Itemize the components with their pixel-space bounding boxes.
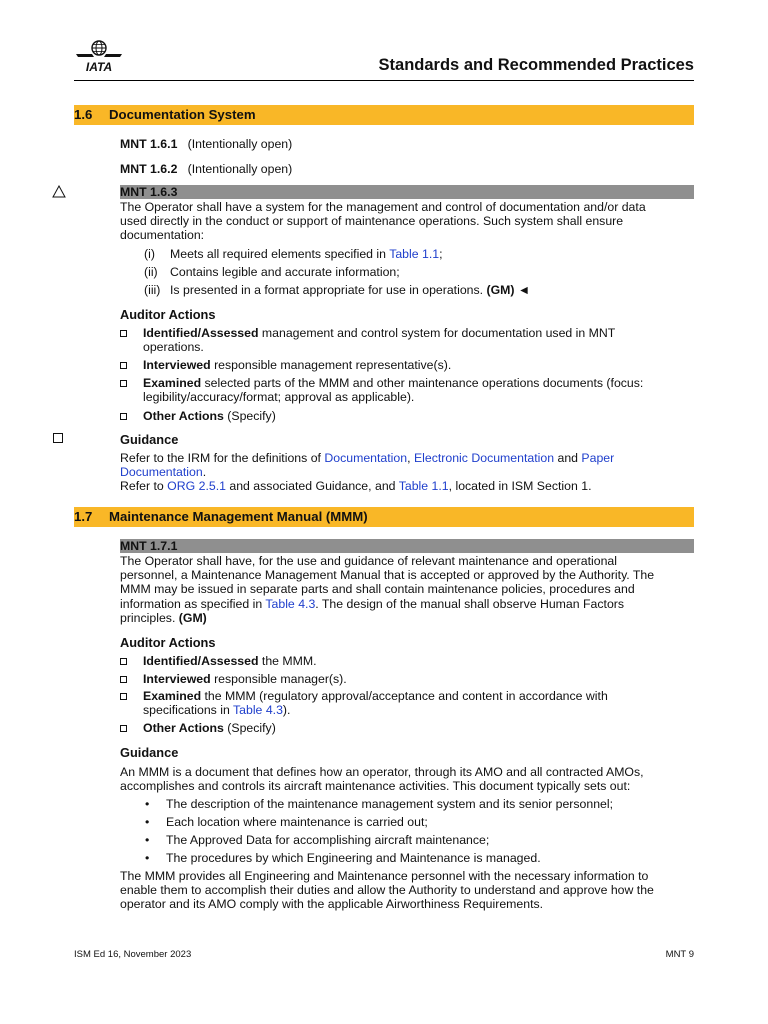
bullet-dot-icon: •	[145, 851, 150, 865]
bullet-text: Each location where maintenance is carried out;	[166, 815, 428, 829]
standard-id: MNT 1.6.3	[120, 185, 178, 199]
action-verb: Interviewed	[143, 358, 211, 372]
iata-logo-text: IATA	[85, 60, 113, 74]
guidance-heading: Guidance	[120, 745, 179, 760]
bullet-dot-icon: •	[145, 815, 150, 829]
action-verb: Other Actions	[143, 721, 224, 735]
action-verb: Identified/Assessed	[143, 654, 259, 668]
text-run: ;	[439, 247, 443, 261]
auditor-action-item	[120, 721, 694, 735]
action-verb: Examined	[143, 689, 202, 703]
section-header-1-7	[74, 507, 694, 527]
footer-page-number: MNT 9	[665, 949, 694, 960]
action-text: operations.	[143, 340, 204, 355]
body-line: used directly in the conduct or support of maintenance operations. Such system shall ensure	[120, 214, 624, 229]
section-title: Maintenance Management Manual (MMM)	[109, 509, 368, 524]
text-run: , located in ISM Section 1.	[448, 479, 592, 494]
body-line: The MMM provides all Engineering and Maintenance personnel with the necessary information to	[120, 869, 649, 883]
body-line: An MMM is a document that defines how an operator, through its AMO and all contracted AMOs,	[120, 765, 644, 779]
standard-id: MNT 1.6.1	[120, 137, 178, 151]
text-run: Meets all required elements specified in	[170, 247, 390, 261]
auditor-action-item	[120, 409, 694, 423]
body-line: The Operator shall have a system for the management and control of documentation and/or data	[120, 200, 646, 214]
standard-id: MNT 1.7.1	[120, 539, 178, 553]
link-paper-documentation[interactable]: Paper	[581, 451, 615, 465]
body-line: MMM may be issued in separate parts and shall contain maintenance policies, procedures and	[120, 582, 635, 597]
text-run: information as specified in	[120, 596, 266, 611]
text-run: . The design of the manual shall observe Human Factors	[315, 596, 625, 611]
action-verb: Interviewed	[143, 672, 211, 686]
iata-globe-icon	[74, 40, 124, 74]
section-number: 1.6	[74, 107, 93, 122]
link-table-4-3[interactable]: Table 4.3	[233, 703, 283, 718]
guidance-heading: Guidance	[120, 432, 179, 447]
action-verb: Other Actions	[143, 409, 224, 423]
standard-text: (Intentionally open)	[187, 137, 293, 151]
text-run: ).	[282, 703, 291, 718]
bullet-dot-icon: •	[145, 833, 150, 847]
standard-mnt-1-6-1	[120, 137, 694, 151]
list-text	[170, 283, 530, 297]
text-run: principles.	[120, 610, 179, 625]
action-text: management and control system for documentation used in MNT	[258, 326, 616, 340]
auditor-action-item	[120, 654, 694, 668]
standard-bar-mnt-1-7-1	[120, 539, 694, 553]
checkbox-bullet-icon	[120, 658, 127, 665]
standard-body	[120, 554, 694, 625]
text-run: Refer to the IRM for the definitions of	[120, 451, 325, 465]
action-text: responsible management representative(s).	[210, 358, 452, 372]
checkbox-bullet-icon	[120, 362, 127, 369]
action-text: legibility/accuracy/format; approval as applicable).	[143, 390, 415, 405]
link-table-1-1[interactable]: Table 1.1	[389, 247, 440, 261]
action-text: (Specify)	[223, 409, 276, 423]
link-electronic-documentation[interactable]: Electronic Documentation	[413, 451, 555, 465]
auditor-action-item	[120, 672, 694, 686]
standard-text: (Intentionally open)	[187, 162, 293, 176]
auditor-action-item	[120, 326, 694, 354]
standard-body	[120, 200, 694, 243]
text-run: .	[202, 465, 207, 480]
list-number: (i)	[144, 247, 155, 261]
link-org-2-5-1[interactable]: ORG 2.5.1	[167, 479, 226, 494]
header-divider	[74, 80, 694, 81]
text-run: Is presented in a format appropriate for use in operations.	[170, 283, 487, 297]
checkbox-bullet-icon	[120, 693, 127, 700]
text-run: and	[554, 451, 582, 465]
body-line: The Operator shall have, for the use and guidance of relevant maintenance and operational	[120, 554, 617, 568]
auditor-action-item	[120, 689, 694, 717]
guidance-square-icon	[53, 433, 63, 443]
gm-marker: (GM)	[178, 610, 207, 625]
checkbox-bullet-icon	[120, 380, 127, 387]
guidance-paragraph	[120, 765, 694, 793]
triangle-icon	[52, 185, 66, 198]
link-paper-documentation-cont[interactable]: Documentation	[120, 465, 203, 480]
checkbox-bullet-icon	[120, 725, 127, 732]
action-text: selected parts of the MMM and other maintenance operations documents (focus:	[201, 376, 644, 390]
body-line: personnel, a Maintenance Management Manual that is accepted or approved by the Authority. The	[120, 568, 655, 583]
checkbox-bullet-icon	[120, 330, 127, 337]
body-line: enable them to accomplish their duties and allow the Authority to understand and approve how the	[120, 883, 654, 898]
list-number: (iii)	[144, 283, 161, 297]
bullet-text: The description of the maintenance management system and its senior personnel;	[166, 797, 614, 811]
guidance-paragraph	[120, 869, 694, 912]
action-verb: Identified/Assessed	[143, 326, 259, 340]
body-line: operator and its AMO comply with the applicable Airworthiness Requirements.	[120, 897, 544, 912]
list-number: (ii)	[144, 265, 158, 279]
checkbox-bullet-icon	[120, 676, 127, 683]
link-documentation[interactable]: Documentation	[324, 451, 408, 465]
gm-marker: (GM) ◄	[486, 283, 531, 297]
auditor-actions-heading: Auditor Actions	[120, 307, 216, 322]
section-title: Documentation System	[109, 107, 256, 122]
text-run: and associated Guidance, and	[225, 479, 399, 494]
auditor-action-item	[120, 376, 694, 404]
action-text: (Specify)	[223, 721, 276, 735]
body-line: accomplishes and controls its aircraft maintenance activities. This document typically sets out:	[120, 779, 631, 794]
link-table-4-3[interactable]: Table 4.3	[265, 596, 316, 611]
body-line: documentation:	[120, 228, 205, 243]
list-text: Contains legible and accurate information;	[170, 265, 400, 279]
bullet-dot-icon: •	[145, 797, 150, 811]
action-text: the MMM (regulatory approval/acceptance and content in accordance with	[201, 689, 608, 703]
text-run: Refer to	[120, 479, 168, 494]
auditor-actions-heading: Auditor Actions	[120, 635, 216, 650]
action-text: responsible manager(s).	[210, 672, 347, 686]
standard-mnt-1-6-2	[120, 162, 694, 176]
action-text: the MMM.	[258, 654, 317, 668]
link-table-1-1[interactable]: Table 1.1	[398, 479, 449, 494]
auditor-action-item	[120, 358, 694, 372]
page-title: Standards and Recommended Practices	[378, 56, 694, 74]
list-text	[170, 247, 443, 261]
footer-edition: ISM Ed 16, November 2023	[74, 949, 192, 960]
bullet-text: The Approved Data for accomplishing aircraft maintenance;	[166, 833, 490, 847]
text-run: specifications in	[143, 703, 233, 718]
checkbox-bullet-icon	[120, 413, 127, 420]
standard-bar-mnt-1-6-3	[120, 185, 694, 199]
section-header-1-6	[74, 105, 694, 125]
action-verb: Examined	[143, 376, 202, 390]
guidance-body	[120, 451, 694, 494]
standard-id: MNT 1.6.2	[120, 162, 178, 176]
text-run: ,	[407, 451, 414, 465]
bullet-text: The procedures by which Engineering and Maintenance is managed.	[166, 851, 541, 865]
section-number: 1.7	[74, 509, 93, 524]
iata-logo	[74, 40, 124, 74]
